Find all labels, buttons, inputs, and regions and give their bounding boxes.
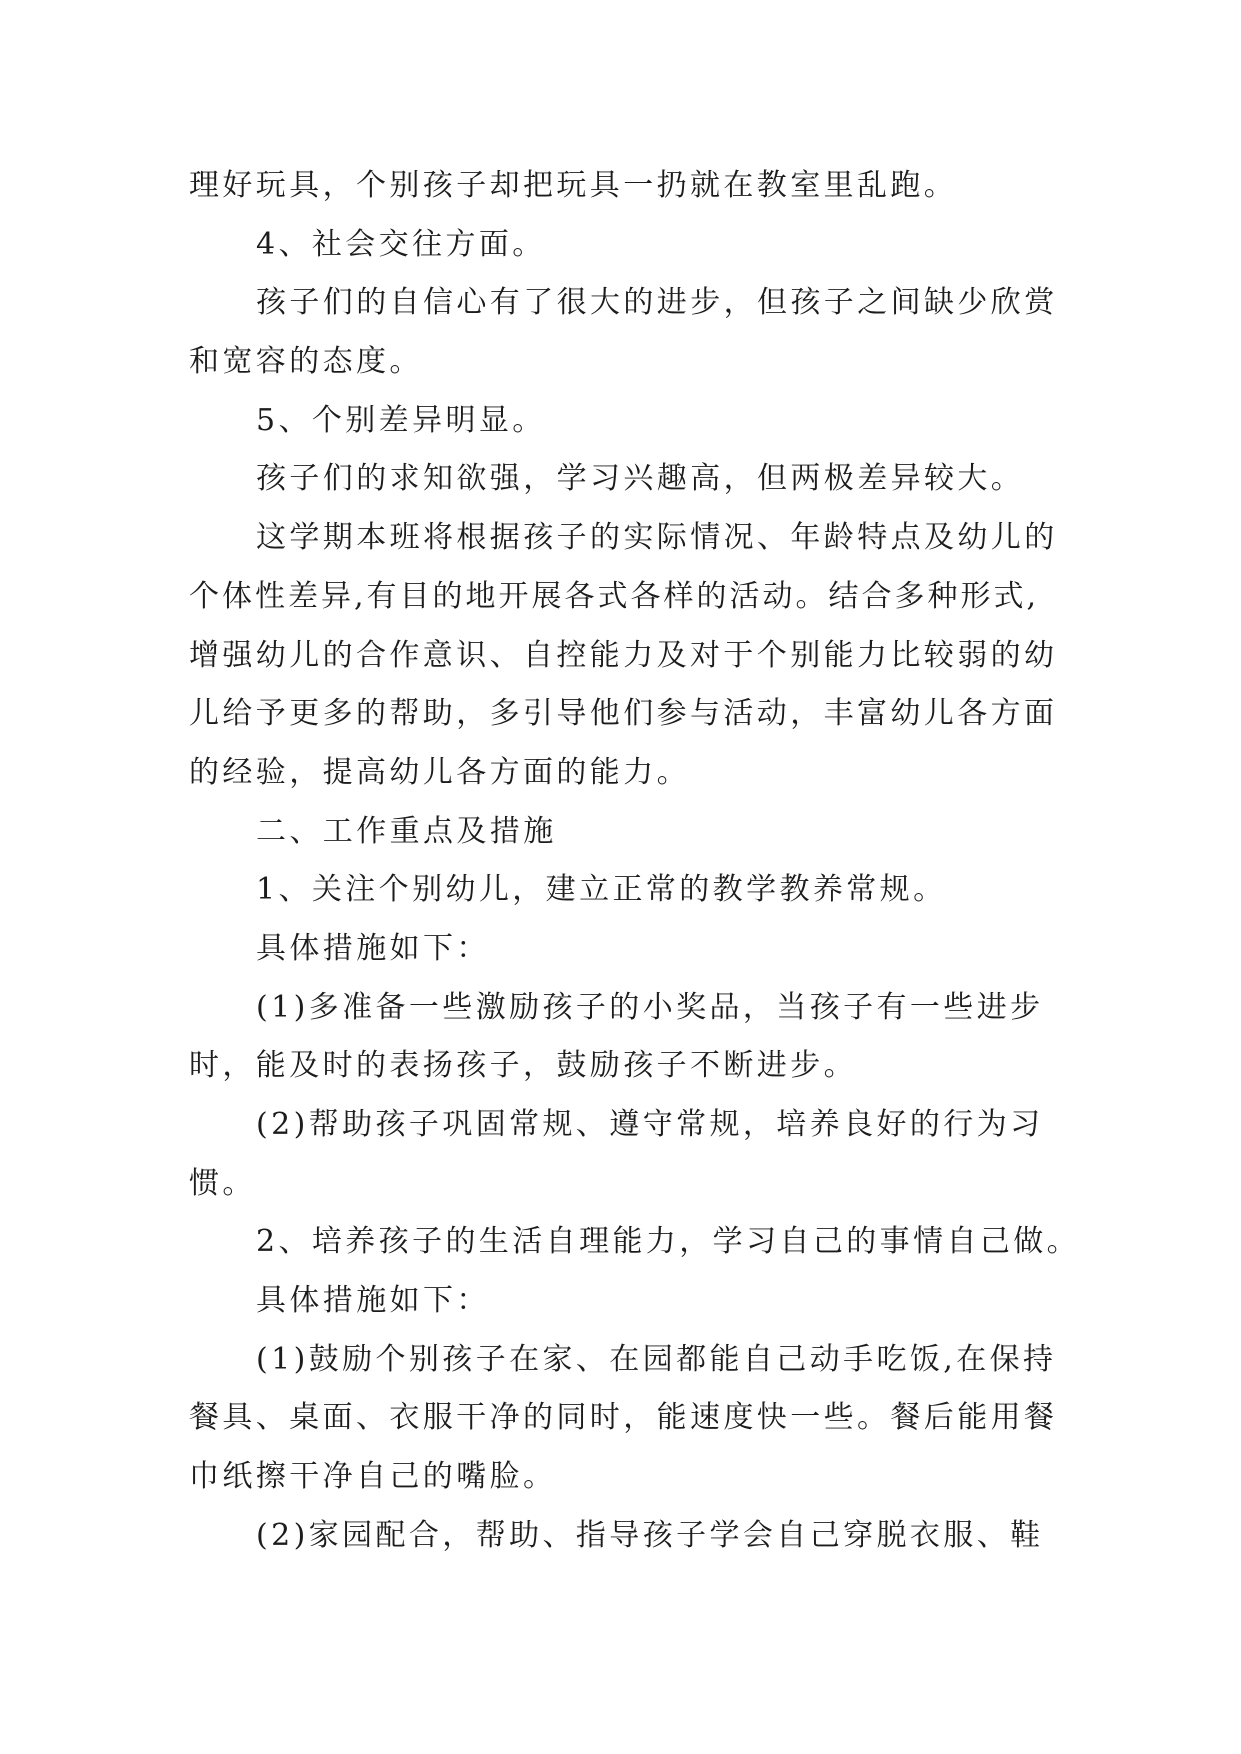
text-line: 时，能及时的表扬孩子，鼓励孩子不断进步。	[189, 1048, 857, 1084]
section-heading: 二、工作重点及措施	[256, 813, 557, 849]
section-heading: 4、社会交往方面。	[256, 226, 546, 262]
text-line: 的经验，提高幼儿各方面的能力。	[189, 754, 690, 790]
text-line: 个体性差异,有目的地开展各式各样的活动。结合多种形式,	[189, 578, 1040, 614]
text-line: 惯。	[189, 1165, 256, 1201]
section-heading: 1、关注个别幼儿，建立正常的教学教养常规。	[256, 872, 947, 908]
list-item: (1)鼓励个别孩子在家、在园都能自己动手吃饭,在保持	[256, 1341, 1057, 1377]
text-line: 和宽容的态度。	[189, 344, 423, 380]
list-item: (2)帮助孩子巩固常规、遵守常规，培养良好的行为习	[256, 1107, 1044, 1142]
section-heading: 2、培养孩子的生活自理能力，学习自己的事情自己做。	[256, 1224, 1081, 1260]
text-line: 这学期本班将根据孩子的实际情况、年龄特点及幼儿的	[256, 520, 1058, 556]
list-item: (1)多准备一些激励孩子的小奖品，当孩子有一些进步	[256, 989, 1044, 1025]
section-heading: 5、个别差异明显。	[256, 402, 546, 438]
text-line: 理好玩具，个别孩子却把玩具一扔就在教室里乱跑。	[189, 168, 958, 203]
text-line: 餐具、桌面、衣服干净的同时，能速度快一些。餐后能用餐	[189, 1400, 1058, 1436]
text-line: 孩子们的求知欲强，学习兴趣高，但两极差异较大。	[256, 461, 1025, 497]
body-text	[189, 157, 1089, 1566]
text-line: 具体措施如下：	[256, 930, 490, 966]
list-item: (2)家园配合，帮助、指导孩子学会自己穿脱衣服、鞋	[256, 1517, 1044, 1553]
text-line: 巾纸擦干净自己的嘴脸。	[189, 1459, 557, 1495]
text-line: 增强幼儿的合作意识、自控能力及对于个别能力比较弱的幼	[189, 637, 1058, 673]
text-line: 具体措施如下：	[256, 1283, 490, 1319]
text-line: 儿给予更多的帮助，多引导他们参与活动，丰富幼儿各方面	[189, 696, 1058, 732]
text-line: 孩子们的自信心有了很大的进步，但孩子之间缺少欣赏	[256, 285, 1058, 321]
